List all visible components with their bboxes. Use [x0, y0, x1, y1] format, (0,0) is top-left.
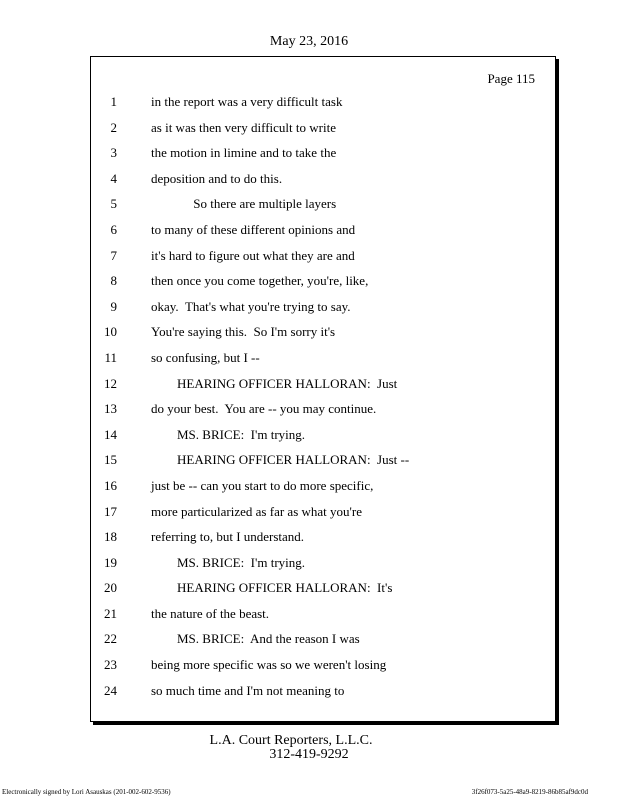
- line-number: 13: [104, 401, 117, 417]
- signature-note: Electronically signed by Lori Asauskas (201-002-602-9536): [2, 788, 171, 796]
- transcript-line: [91, 94, 555, 120]
- transcript-line: [91, 120, 555, 146]
- line-text: do your best. You are -- you may continue.: [151, 401, 377, 417]
- transcript-line: [91, 376, 555, 402]
- line-text: HEARING OFFICER HALLORAN: Just --: [151, 452, 410, 468]
- line-number: 19: [104, 554, 117, 570]
- line-number: 4: [110, 170, 117, 186]
- line-text: to many of these different opinions and: [151, 221, 356, 237]
- line-number: 1: [110, 94, 117, 109]
- line-text: HEARING OFFICER HALLORAN: It's: [151, 580, 393, 596]
- line-number: 11: [104, 349, 117, 365]
- line-number: 5: [110, 196, 117, 212]
- line-text: HEARING OFFICER HALLORAN: Just: [151, 375, 398, 391]
- line-text: more particularized as far as what you're: [151, 503, 362, 519]
- line-text: okay. That's what you're trying to say.: [151, 298, 351, 314]
- transcript-line: [91, 350, 555, 376]
- line-number: 12: [104, 375, 117, 391]
- transcript-line: [91, 580, 555, 606]
- line-number: 17: [104, 503, 117, 519]
- line-number: 20: [104, 580, 117, 596]
- transcript-line: [91, 196, 555, 222]
- header-date: May 23, 2016: [269, 34, 349, 49]
- line-number: 7: [110, 247, 117, 263]
- line-text: deposition and to do this.: [151, 170, 283, 186]
- line-text: MS. BRICE: I'm trying.: [151, 554, 306, 570]
- line-text: so confusing, but I --: [151, 349, 260, 365]
- transcript-line: [91, 401, 555, 427]
- line-text: so much time and I'm not meaning to: [151, 682, 345, 698]
- footer-phone: 312-419-9292: [269, 747, 349, 762]
- line-text: being more specific was so we weren't losing: [151, 657, 387, 673]
- transcript-line: [91, 683, 555, 709]
- line-number: 10: [104, 324, 117, 340]
- line-text: You're saying this. So I'm sorry it's: [151, 324, 336, 340]
- transcript-line: [91, 504, 555, 530]
- line-number: 8: [110, 273, 117, 289]
- document-id: 3f26f073-5a25-48a9-8219-86b85af9dc0d: [471, 788, 588, 796]
- line-text: So there are multiple layers: [151, 196, 337, 212]
- line-text: the motion in limine and to take the: [151, 145, 337, 161]
- transcript-line: [91, 299, 555, 325]
- transcript-line: [91, 529, 555, 555]
- transcript-line: [91, 452, 555, 478]
- line-number: 9: [110, 298, 117, 314]
- transcript-line: [91, 324, 555, 350]
- transcript-line: [91, 273, 555, 299]
- footer-company: L.A. Court Reporters, L.L.C.: [209, 733, 373, 748]
- transcript-line: [91, 248, 555, 274]
- line-number: 18: [104, 529, 117, 545]
- line-text: MS. BRICE: I'm trying.: [151, 426, 306, 442]
- line-number: 2: [110, 119, 117, 135]
- line-text: it's hard to figure out what they are and: [151, 247, 355, 263]
- line-number: 6: [110, 221, 117, 237]
- transcript-lines: [91, 94, 555, 708]
- line-number: 3: [110, 145, 117, 161]
- page-number: Page 115: [487, 71, 535, 86]
- transcript-line: [91, 427, 555, 453]
- line-text: MS. BRICE: And the reason I was: [151, 631, 360, 647]
- line-number: 16: [104, 477, 117, 493]
- line-number: 23: [104, 657, 117, 673]
- transcript-page: [90, 56, 556, 722]
- line-number: 21: [104, 605, 117, 621]
- line-number: 22: [104, 631, 117, 647]
- line-text: then once you come together, you're, like,: [151, 273, 369, 289]
- line-number: 15: [104, 452, 117, 468]
- line-text: the nature of the beast.: [151, 605, 270, 621]
- line-text: in the report was a very difficult task: [151, 94, 343, 109]
- transcript-line: [91, 222, 555, 248]
- line-text: referring to, but I understand.: [151, 529, 305, 545]
- transcript-line: [91, 657, 555, 683]
- transcript-line: [91, 145, 555, 171]
- transcript-line: [91, 478, 555, 504]
- transcript-line: [91, 171, 555, 197]
- line-number: 14: [104, 426, 117, 442]
- line-text: as it was then very difficult to write: [151, 119, 336, 135]
- line-text: just be -- can you start to do more specific,: [151, 477, 374, 493]
- transcript-line: [91, 555, 555, 581]
- transcript-line: [91, 631, 555, 657]
- transcript-line: [91, 606, 555, 632]
- line-number: 24: [104, 682, 117, 698]
